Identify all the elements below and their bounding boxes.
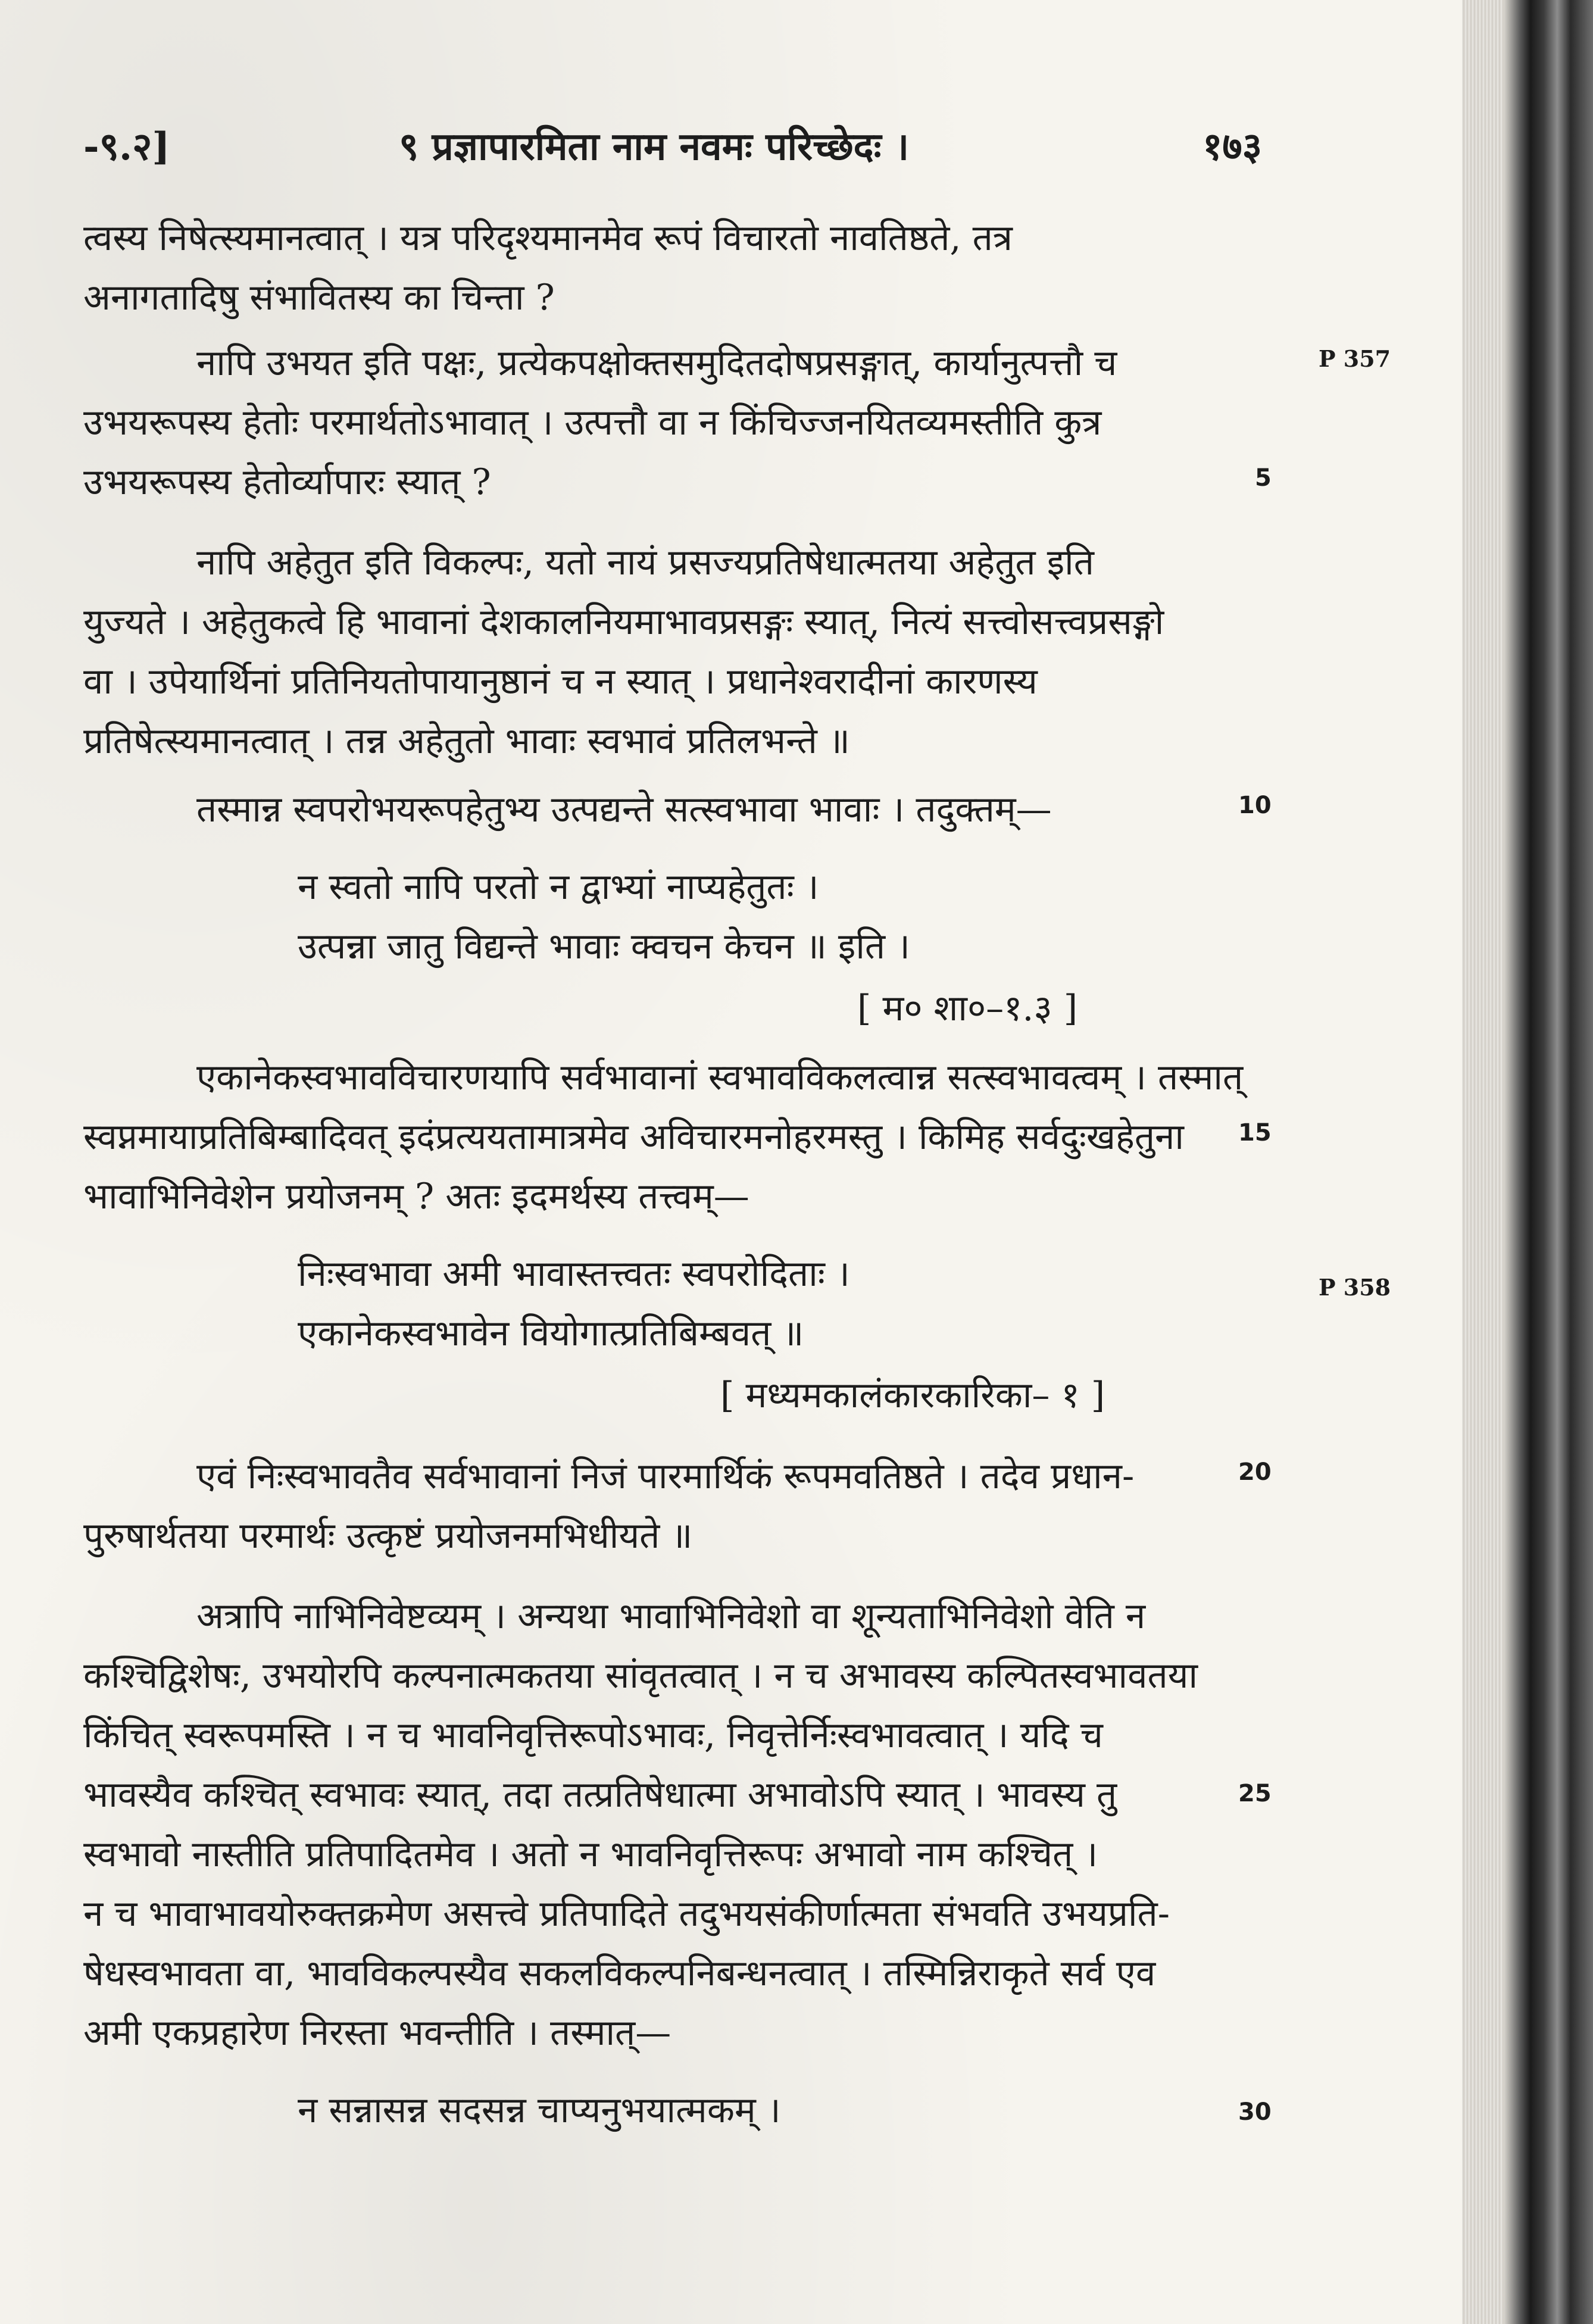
line-number: 25: [1238, 1780, 1272, 1807]
verse-line: एकानेकस्वभावेन वियोगात्प्रतिबिम्बवत् ॥: [298, 1313, 804, 1354]
text-line: अत्रापि नाभिनिवेष्टव्यम् । अन्यथा भावाभिनिवेशो वा शून्यताभिनिवेशो वेति न: [196, 1595, 1146, 1637]
text-line: किंचित् स्वरूपमस्ति । न च भावनिवृत्तिरूपोऽभावः, निवृत्तेर्निःस्वभावत्वात् । यदि च: [83, 1714, 1103, 1756]
text-line: पुरुषार्थतया परमार्थः उत्कृष्टं प्रयोजनमभिधीयते ॥: [83, 1515, 693, 1557]
text-line: भावाभिनिवेशेन प्रयोजनम् ? अतः इदमर्थस्य तत्त्वम्—: [83, 1176, 749, 1217]
text-line: भावस्यैव कश्चित् स्वभावः स्यात्, तदा तत्प्रतिषेधात्मा अभावोऽपि स्यात् । भावस्य तु: [83, 1774, 1117, 1816]
verse-line: उत्पन्ना जातु विद्यन्ते भावाः क्वचन केचन ॥ इति ।: [298, 926, 910, 967]
text-line: न च भावाभावयोरुक्तक्रमेण असत्त्वे प्रतिपादिते तदुभयसंकीर्णात्मता संभवति उभयप्रति-: [83, 1893, 1170, 1935]
text-line: नापि अहेतुत इति विकल्पः, यतो नायं प्रसज्यप्रतिषेधात्मतया अहेतुत इति: [196, 542, 1094, 583]
text-line: प्रतिषेत्स्यमानत्वात् । तन्न अहेतुतो भावाः स्वभावं प्रतिलभन्ते ॥: [83, 720, 850, 762]
line-number: 20: [1238, 1458, 1272, 1486]
text-line: नापि उभयत इति पक्षः, प्रत्येकपक्षोक्तसमुदितदोषप्रसङ्गात्, कार्यानुत्पत्तौ च: [196, 342, 1117, 384]
running-header: [83, 119, 1262, 173]
verse-reference: [ मध्यमकालंकारकारिका– १ ]: [720, 1375, 1105, 1416]
text-line: वा । उपेयार्थिनां प्रतिनियतोपायानुष्ठानं च न स्यात् । प्रधानेश्वरादीनां कारणस्य: [83, 661, 1038, 702]
line-number: 30: [1238, 2098, 1272, 2126]
book-spine: [1504, 0, 1593, 2324]
line-number: 10: [1238, 792, 1272, 819]
pagination-reference: P 358: [1319, 1274, 1391, 1301]
text-line: युज्यते । अहेतुकत्वे हि भावानां देशकालनियमाभावप्रसङ्गः स्यात्, नित्यं सत्त्वोसत्त्वप्रसङ्गो: [83, 601, 1164, 643]
verse-line: न सन्नासन्न सदसन्न चाप्यनुभयात्मकम् ।: [298, 2089, 781, 2131]
text-line: तस्मान्न स्वपरोभयरूपहेतुभ्य उत्पद्यन्ते सत्स्वभावा भावाः । तदुक्तम्—: [196, 789, 1052, 830]
text-line: एकानेकस्वभावविचारणयापि सर्वभावानां स्वभावविकलत्वान्न सत्स्वभावत्वम् । तस्मात्: [196, 1057, 1244, 1098]
text-line: षेधस्वभावता वा, भावविकल्पस्यैव सकलविकल्पनिबन्धनत्वात् । तस्मिन्निराकृते सर्व एव: [83, 1953, 1156, 1994]
text-line: उभयरूपस्य हेतोर्व्यापारः स्यात् ?: [83, 461, 491, 503]
line-number: 5: [1255, 464, 1272, 492]
header-section: -९.२]: [83, 124, 170, 169]
verse-line: निःस्वभावा अमी भावास्तत्त्वतः स्वपरोदिताः ।: [298, 1253, 850, 1295]
text-line: अनागतादिषु संभावितस्य का चिन्ता ?: [83, 277, 555, 318]
header-page-number: १७३: [1202, 124, 1262, 169]
text-line: स्वभावो नास्तीति प्रतिपादितमेव । अतो न भावनिवृत्तिरूपः अभावो नाम कश्चित् ।: [83, 1833, 1098, 1875]
text-line: अमी एकप्रहारेण निरस्ता भवन्तीति । तस्मात्—: [83, 2012, 671, 2054]
text-line: एवं निःस्वभावतैव सर्वभावानां निजं पारमार्थिकं रूपमवतिष्ठते । तदेव प्रधान-: [196, 1455, 1135, 1497]
verse-reference: [ म० शा०–१.३ ]: [857, 988, 1078, 1029]
text-line: उभयरूपस्य हेतोः परमार्थतोऽभावात् । उत्पत्तौ वा न किंचिज्जनयितव्यमस्तीति कुत्र: [83, 402, 1102, 443]
pagination-reference: P 357: [1319, 345, 1391, 372]
page-edge: [1462, 0, 1504, 2324]
text-line: कश्चिद्विशेषः, उभयोरपि कल्पनात्मकतया सांवृतत्वात् । न च अभावस्य कल्पितस्वभावतया: [83, 1655, 1198, 1697]
text-line: त्वस्य निषेत्स्यमानत्वात् । यत्र परिदृश्यमानमेव रूपं विचारतो नावतिष्ठते, तत्र: [83, 217, 1013, 259]
line-number: 15: [1238, 1119, 1272, 1147]
header-chapter-title: ९ प्रज्ञापारमिता नाम नवमः परिच्छेदः ।: [399, 124, 910, 169]
verse-line: न स्वतो नापि परतो न द्वाभ्यां नाप्यहेतुतः ।: [298, 866, 819, 908]
text-line: स्वप्नमायाप्रतिबिम्बादिवत् इदंप्रत्ययतामात्रमेव अविचारमनोहरमस्तु । किमिह सर्वदुःखहेतुना: [83, 1116, 1184, 1158]
